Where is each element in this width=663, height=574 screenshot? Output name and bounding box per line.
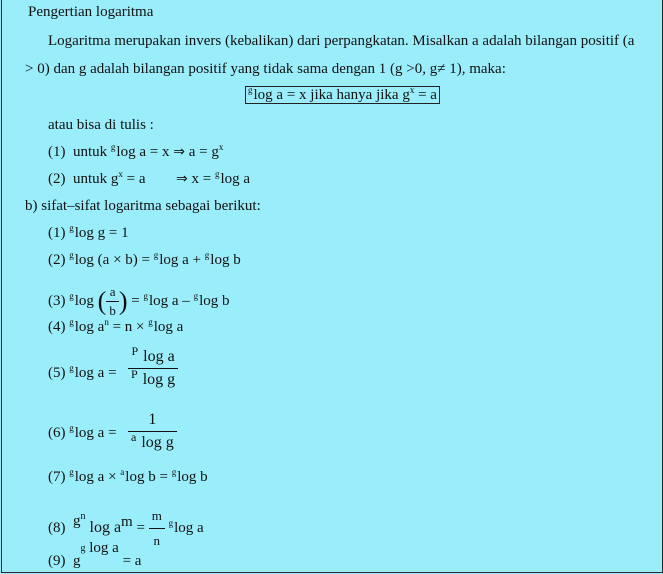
implication-2: (2) untuk $g^x = a$ — [48, 169, 146, 187]
section-title: Pengertian logaritma — [28, 4, 154, 20]
property-8: (8) $g^n$ log am = $\frac{m}{n}$ $^g$log a — [48, 504, 204, 553]
property-1: (1) $^g$log g = 1 — [48, 223, 129, 241]
implies-arrow: ⇒ — [173, 144, 185, 160]
property-5-label: (5) $^g$log a = — [48, 363, 117, 381]
alt-intro: atau bisa di tulis : — [48, 117, 154, 133]
property-2: (2) $^g$log (a × b) = $^g$log a + $^g$log b — [48, 250, 241, 268]
property-7: (7) $^g$log a × $^a$log b = $^g$log b — [48, 467, 208, 485]
property-9: (9) $g^g$ log a = a — [48, 540, 142, 569]
definition-formula: $^g$log a = x jika hanya jika $g^x = a$ — [245, 86, 440, 104]
properties-heading: b) sifat–sifat logaritma sebagai berikut: — [25, 198, 261, 214]
property-3: (3) $^g$log ( $\frac{a}{b}$ ) = $^g$log a – $^g$log b — [48, 284, 230, 318]
fraction-a-over-b: $\frac{a}{b}$ — [106, 283, 119, 320]
implies-arrow: ⇒ — [176, 171, 188, 187]
property-6-label: (6) $^g$log a = — [48, 423, 117, 441]
intro-line-2: > 0) dan g adalah bilangan positif yang tidak sama dengan 1 (g >0, g≠ 1), maka: — [25, 61, 506, 77]
fraction-m-over-n: $\frac{m}{n}$ — [149, 504, 165, 553]
intro-line-1: Logaritma merupakan invers (kebalikan) dari perpangkatan. Misalkan a adalah bilangan positif (a — [48, 33, 635, 49]
property-6-fraction: $\frac{1}{^a \log g}$ — [128, 409, 177, 454]
property-4: (4) $^g$log $a^n = n \times ^g\log$ a — [48, 317, 184, 335]
property-5-fraction: $\frac{^P \log a}{^P \log g}$ — [128, 346, 178, 391]
implication-2-rhs: ⇒ x = $^g$log a — [176, 169, 251, 187]
definition-box — [245, 86, 440, 105]
implication-1: (1) untuk $^g$log a = x ⇒ $a = g^x$ — [48, 142, 224, 160]
